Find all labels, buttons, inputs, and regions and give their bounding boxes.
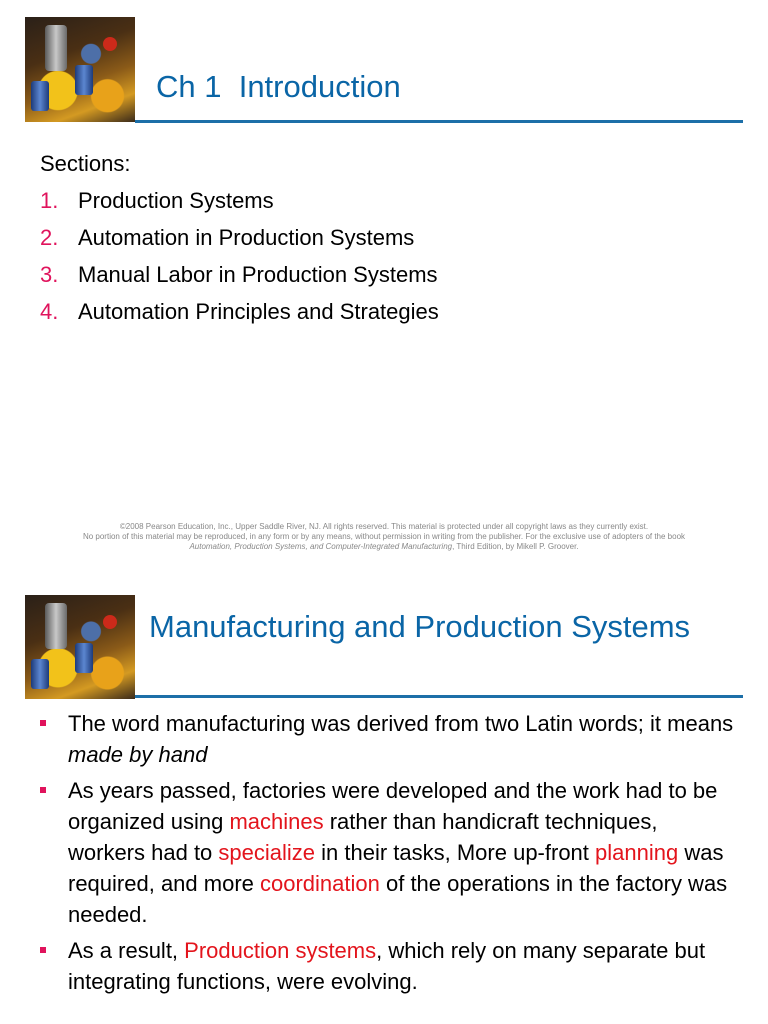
list-item: 1. Production Systems [40,188,274,213]
bullet-list [40,708,740,1002]
bullet-marker [40,787,46,793]
highlight-term: coordination [260,871,380,896]
highlight-term: machines [229,809,324,834]
list-item: As a result, Production systems, which rely on many separate but integrating functions, were evolving. [40,935,740,997]
slide-title: Ch 1 Introduction [156,69,401,104]
list-item: The word manufacturing was derived from two Latin words; it means made by hand [40,708,740,770]
highlight-term: planning [595,840,679,865]
list-item: As years passed, factories were developed and the work had to be organized using machines rather than handicraft techniques, workers had to specialize in their tasks, More up-front planning was required, and more coordination of the operations in the factory was needed. [40,775,740,930]
sections-block [40,146,439,330]
list-item: 2. Automation in Production Systems [40,225,415,250]
copyright-notice: ©2008 Pearson Education, Inc., Upper Saddle River, NJ. All rights reserved. This material is protected under all copyright laws as they currently exist. No portion of this material may be reproduced, in any form or by any means, without permission in writing from the publisher. For the exclusive use of adopters of the book Automation, Production Systems, and Computer-Integrated Manufacturing, Third Edition, by Mikell P. Groover. [82,522,686,551]
slide-manufacturing [0,575,768,1024]
slide-title: Manufacturing and Production Systems [149,609,691,644]
highlight-term: specialize [218,840,316,865]
sections-label: Sections: [40,151,131,176]
title-divider [135,695,743,698]
list-item: 3. Manual Labor in Production Systems [40,262,438,287]
bullet-marker [40,720,46,726]
electronics-photo [25,595,135,699]
bullet-marker [40,947,46,953]
electronics-photo [25,17,135,122]
title-divider [135,120,743,123]
highlight-term: Production systems [184,938,377,963]
sections-list [40,182,439,330]
list-item: 4. Automation Principles and Strategies [40,299,439,324]
